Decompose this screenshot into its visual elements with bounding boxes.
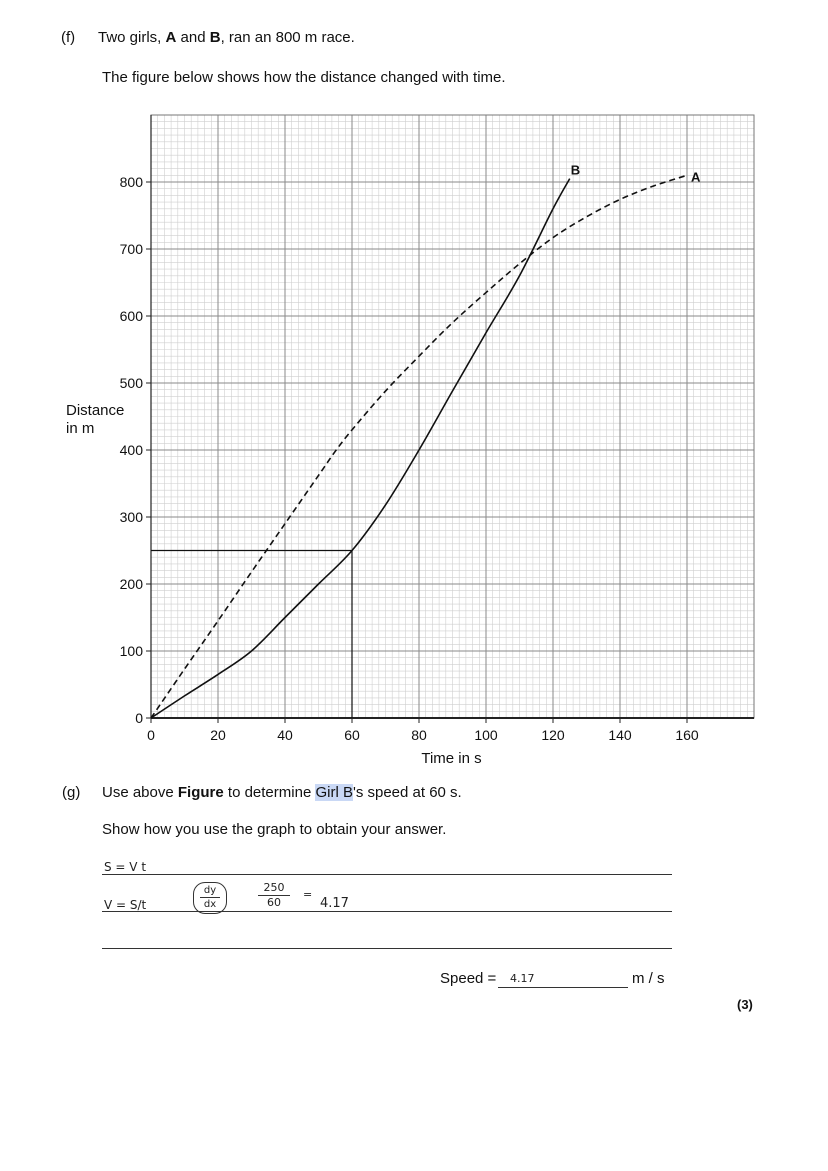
speed-unit: m / s xyxy=(632,970,665,987)
x-tick-label: 160 xyxy=(675,727,699,743)
highlighted-girl-b: Girl B xyxy=(315,784,353,801)
fraction-numerator: 250 xyxy=(258,881,290,896)
x-axis-label: Time in s xyxy=(421,750,482,767)
girl-b-label: B xyxy=(209,29,221,46)
question-label-g: (g) xyxy=(62,784,81,801)
x-tick-label: 0 xyxy=(147,727,155,743)
x-tick-label: 120 xyxy=(541,727,565,743)
speed-label: Speed = xyxy=(440,970,497,987)
question-g-text-mid: to determine xyxy=(223,784,316,801)
question-g-text-post: 's speed at 60 s. xyxy=(352,784,462,801)
y-tick-label: 200 xyxy=(119,576,143,592)
y-tick-label: 300 xyxy=(119,509,143,525)
y-axis-label-line1: Distance xyxy=(66,402,125,419)
question-text-g xyxy=(102,784,462,801)
equals-sign: = xyxy=(303,888,313,901)
x-tick-label: 20 xyxy=(210,727,226,743)
y-tick-label: 500 xyxy=(119,375,143,391)
x-tick-label: 60 xyxy=(344,727,360,743)
question-f-text-post: , ran an 800 m race. xyxy=(220,29,355,46)
y-tick-label: 100 xyxy=(119,643,143,659)
marks-label: (3) xyxy=(737,997,753,1012)
dydx-top: dy xyxy=(200,884,220,898)
y-tick-label: 600 xyxy=(119,308,143,324)
question-f-subtext: The figure below shows how the distance changed with time. xyxy=(102,69,506,86)
x-tick-label: 80 xyxy=(411,727,427,743)
question-label-f: (f) xyxy=(61,29,76,46)
dydx-bottom: dx xyxy=(203,899,217,910)
working-line-2: V = S/t xyxy=(104,898,147,912)
series-label-a: A xyxy=(691,169,701,185)
dydx-bracket xyxy=(193,882,227,914)
series-label-b: B xyxy=(570,162,581,178)
fraction-denominator: 60 xyxy=(267,896,281,909)
question-g-text-pre: Use above xyxy=(102,784,178,801)
speed-value: 4.17 xyxy=(510,972,535,985)
answer-line-2 xyxy=(102,911,672,912)
chart-labels xyxy=(66,163,701,767)
y-tick-label: 400 xyxy=(119,442,143,458)
speed-answer-line xyxy=(498,987,628,988)
grid-minor-lines xyxy=(151,115,754,718)
x-tick-label: 40 xyxy=(277,727,293,743)
figure-word: Figure xyxy=(177,784,224,801)
x-tick-label: 100 xyxy=(474,727,498,743)
question-g-instruction: Show how you use the graph to obtain your answer. xyxy=(102,821,447,838)
y-tick-label: 800 xyxy=(119,174,143,190)
working-result: 4.17 xyxy=(320,896,349,911)
answer-line-1 xyxy=(102,874,672,875)
gradient-fraction xyxy=(258,881,290,910)
x-tick-label: 140 xyxy=(608,727,632,743)
y-axis-label-line2: in m xyxy=(66,420,95,437)
y-tick-label: 700 xyxy=(119,241,143,257)
question-f-text-pre: Two girls, xyxy=(98,29,166,46)
question-f-text-and: and xyxy=(176,29,210,46)
working-line-1: S = V t xyxy=(104,860,147,874)
answer-line-3 xyxy=(102,948,672,949)
series-line-b xyxy=(151,179,570,718)
y-tick-label: 0 xyxy=(135,710,143,726)
girl-a-label: A xyxy=(165,29,177,46)
